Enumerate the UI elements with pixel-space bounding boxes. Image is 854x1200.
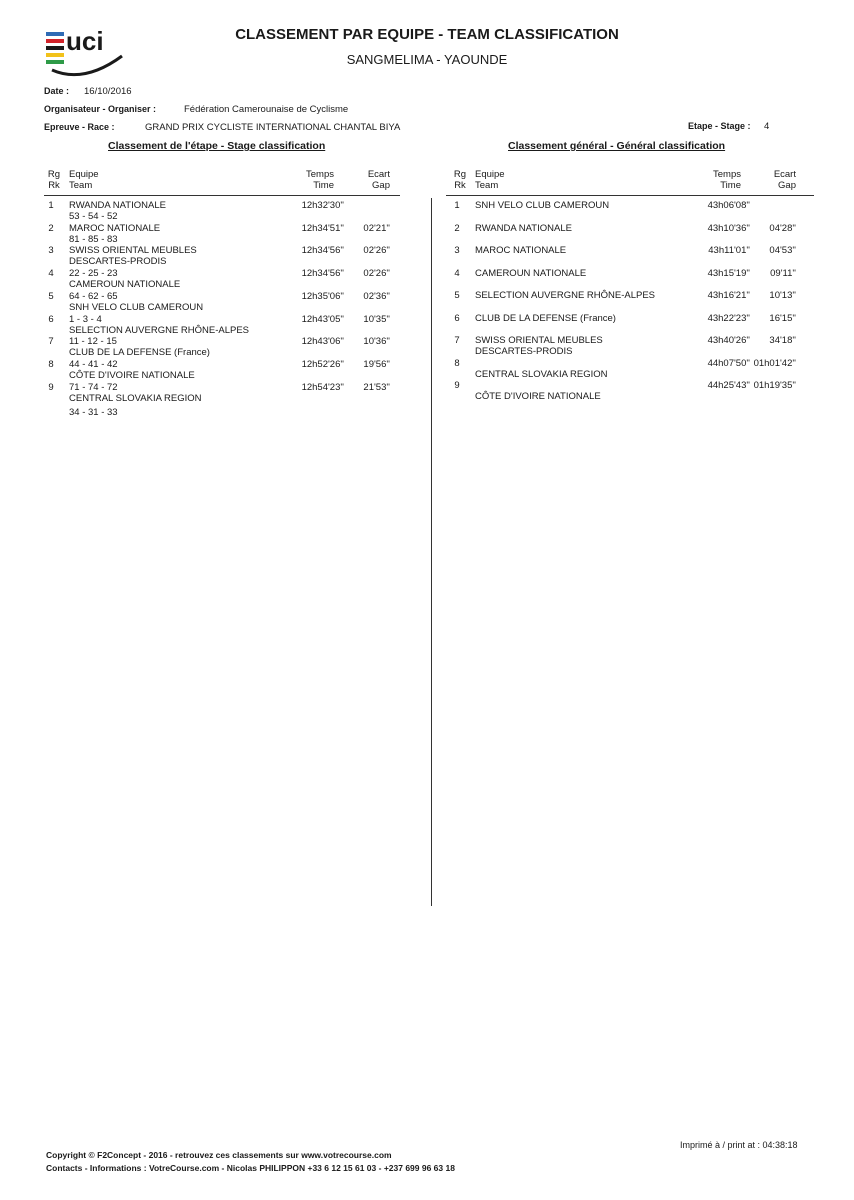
race-value: GRAND PRIX CYCLISTE INTERNATIONAL CHANTAL BIYA [145,122,401,133]
row-gap: 09'11'' [770,267,796,279]
row-rank: 8 [454,357,460,369]
table-row [44,291,404,314]
team-header-fr: Equipe [69,169,99,180]
organiser-value: Fédération Camerounaise de Cyclisme [184,104,349,115]
general-gap-header [756,169,796,191]
row-team-detail: SNH VELO CLUB CAMEROUN [69,301,204,313]
table-row [44,200,404,223]
row-team: SWISS ORIENTAL MEUBLES [475,335,603,346]
copyright-line: Copyright © F2Concept - 2016 - retrouvez ces classements sur www.votrecourse.com [46,1150,392,1160]
rank-header-en: Rk [454,180,466,191]
gap-header-en: Gap [372,180,390,191]
general-team-header [475,169,505,191]
row-team-detail: CENTRAL SLOVAKIA REGION [475,368,608,380]
row-team: SELECTION AUVERGNE RHÔNE-ALPES [475,290,656,301]
time-header-en: Time [720,180,741,191]
row-team: RWANDA NATIONALE [69,200,166,211]
stage-team-header [69,169,99,191]
table-row [44,314,404,337]
row-time: 12h34'51'' [301,222,344,234]
row-team: 1 - 3 - 4 [69,313,102,325]
row-gap: 19'56'' [363,358,390,370]
row-gap: 34'18'' [769,335,796,346]
gap-header-en: Gap [778,180,796,191]
row-team-detail: CÔTE D'IVOIRE NATIONALE [69,369,195,381]
print-time: Imprimé à / print at : 04:38:18 [680,1140,798,1150]
time-header-fr: Temps [713,169,741,180]
date-value: 16/10/2016 [84,86,132,97]
row-team: SNH VELO CLUB CAMEROUN [475,200,610,211]
row-time: 44h25'43'' [707,380,750,391]
row-team: MAROC NATIONALE [475,245,567,256]
row-team: RWANDA NATIONALE [475,222,572,234]
row-rank: 7 [454,335,460,346]
rank-header-fr: Rg [47,169,61,180]
row-team: SWISS ORIENTAL MEUBLES [69,245,197,257]
row-team-detail: CÔTE D'IVOIRE NATIONALE [475,391,601,402]
general-time-header [697,169,741,191]
row-team: 64 - 62 - 65 [69,290,118,302]
stage-gap-header [350,169,390,191]
row-rank: 9 [454,380,460,391]
row-rank: 4 [48,268,54,280]
row-team: 44 - 41 - 42 [69,358,118,370]
gap-header-fr: Ecart [367,169,390,180]
row-time: 43h22'23'' [707,312,750,324]
row-rank: 4 [454,267,460,279]
row-gap: 04'28'' [769,222,796,234]
stage-trailing-riders: 34 - 31 - 33 [69,407,118,418]
row-team-detail: SELECTION AUVERGNE RHÔNE-ALPES [69,324,250,336]
row-time: 12h35'06'' [301,290,344,302]
table-row [44,245,404,268]
row-rank: 2 [48,222,54,234]
row-rank: 6 [454,312,460,324]
row-rank: 1 [48,200,54,211]
row-time: 12h34'56'' [301,268,344,280]
table-row [450,313,810,336]
stage-label: Etape - Stage : [688,121,751,131]
table-row [450,380,810,403]
time-header-en: Time [313,180,334,191]
table-row [450,223,810,246]
general-header-rule [446,195,814,196]
rank-header-fr: Rg [453,169,467,180]
page-subtitle: SANGMELIMA - YAOUNDE [346,52,508,67]
row-gap: 10'36'' [363,336,390,348]
row-gap: 21'53'' [363,381,390,393]
general-rank-header [453,169,467,191]
column-divider [431,198,432,906]
row-rank: 5 [454,290,460,301]
table-row [44,359,404,382]
row-team: 11 - 12 - 15 [69,336,117,348]
row-gap: 10'13'' [769,290,796,301]
row-rank: 3 [454,245,460,256]
stage-value: 4 [764,121,770,132]
date-label: Date : [44,86,70,96]
row-time: 12h32'30'' [301,200,344,211]
row-time: 43h06'08'' [707,200,750,211]
row-rank: 3 [48,245,54,257]
organiser-label: Organisateur - Organiser : [44,104,157,114]
row-time: 12h52'26'' [301,358,344,370]
stage-time-header [290,169,334,191]
table-row [450,290,810,313]
general-classification-title: Classement général - Général classification [508,140,726,152]
row-gap: 01h19'35'' [753,380,796,391]
page-title: CLASSEMENT PAR EQUIPE - TEAM CLASSIFICATION [235,26,619,43]
team-header-en: Team [69,180,93,191]
table-row [450,358,810,381]
row-time: 43h40'26'' [707,335,750,346]
contacts-line: Contacts - Informations : VotreCourse.com - Nicolas PHILIPPON +33 6 12 15 61 03 - +237 699 96 63 18 [46,1163,455,1173]
team-header-en: Team [475,180,499,191]
table-row [44,223,404,246]
table-row [450,335,810,358]
row-team-detail: CLUB DE LA DEFENSE (France) [69,347,210,359]
row-team-detail: CAMEROUN NATIONALE [69,279,181,291]
row-rank: 2 [454,222,460,234]
table-row [450,245,810,268]
table-row [44,382,404,405]
row-rank: 6 [48,313,54,325]
row-gap: 01h01'42'' [753,357,796,369]
row-time: 43h16'21'' [707,290,750,301]
row-gap: 02'36'' [363,290,390,302]
gap-header-fr: Ecart [773,169,796,180]
row-team-detail: DESCARTES-PRODIS [475,346,573,357]
row-gap: 02'26'' [363,245,390,257]
row-rank: 7 [48,336,54,348]
row-gap: 10'35'' [363,313,390,325]
stage-header-rule [44,195,400,196]
row-team: CLUB DE LA DEFENSE (France) [475,312,616,324]
row-team: 71 - 74 - 72 [69,381,118,393]
team-header-fr: Equipe [475,169,505,180]
stage-classification-title: Classement de l'étape - Stage classification [108,140,326,152]
row-gap: 04'53'' [769,245,796,256]
row-time: 12h43'05'' [301,313,344,325]
rank-header-en: Rk [48,180,60,191]
table-row [44,268,404,291]
row-rank: 9 [48,381,54,393]
row-team-detail: 53 - 54 - 52 [69,211,118,222]
row-gap: 16'15'' [769,312,796,324]
row-rank: 8 [48,358,54,370]
row-team-detail: 81 - 85 - 83 [69,233,118,245]
row-team-detail: CENTRAL SLOVAKIA REGION [69,392,202,404]
row-team-detail: DESCARTES-PRODIS [69,256,167,268]
row-team: CAMEROUN NATIONALE [475,267,587,279]
row-time: 44h07'50'' [707,357,750,369]
row-time: 12h54'23'' [301,381,344,393]
row-team: 22 - 25 - 23 [69,268,118,280]
table-row [450,200,810,223]
row-time: 43h10'36'' [707,222,750,234]
race-label: Epreuve - Race : [44,122,115,132]
row-time: 12h34'56'' [301,245,344,257]
row-time: 43h15'19'' [707,267,750,279]
table-row [450,268,810,291]
row-gap: 02'21'' [363,222,390,234]
time-header-fr: Temps [306,169,334,180]
row-rank: 1 [454,200,460,211]
row-team: MAROC NATIONALE [69,222,161,234]
logo-text: uci [66,26,104,56]
row-time: 12h43'06'' [301,336,344,348]
table-row [44,336,404,359]
row-rank: 5 [48,290,54,302]
row-gap: 02'26'' [363,268,390,280]
stage-rank-header [47,169,61,191]
row-time: 43h11'01'' [708,245,750,256]
